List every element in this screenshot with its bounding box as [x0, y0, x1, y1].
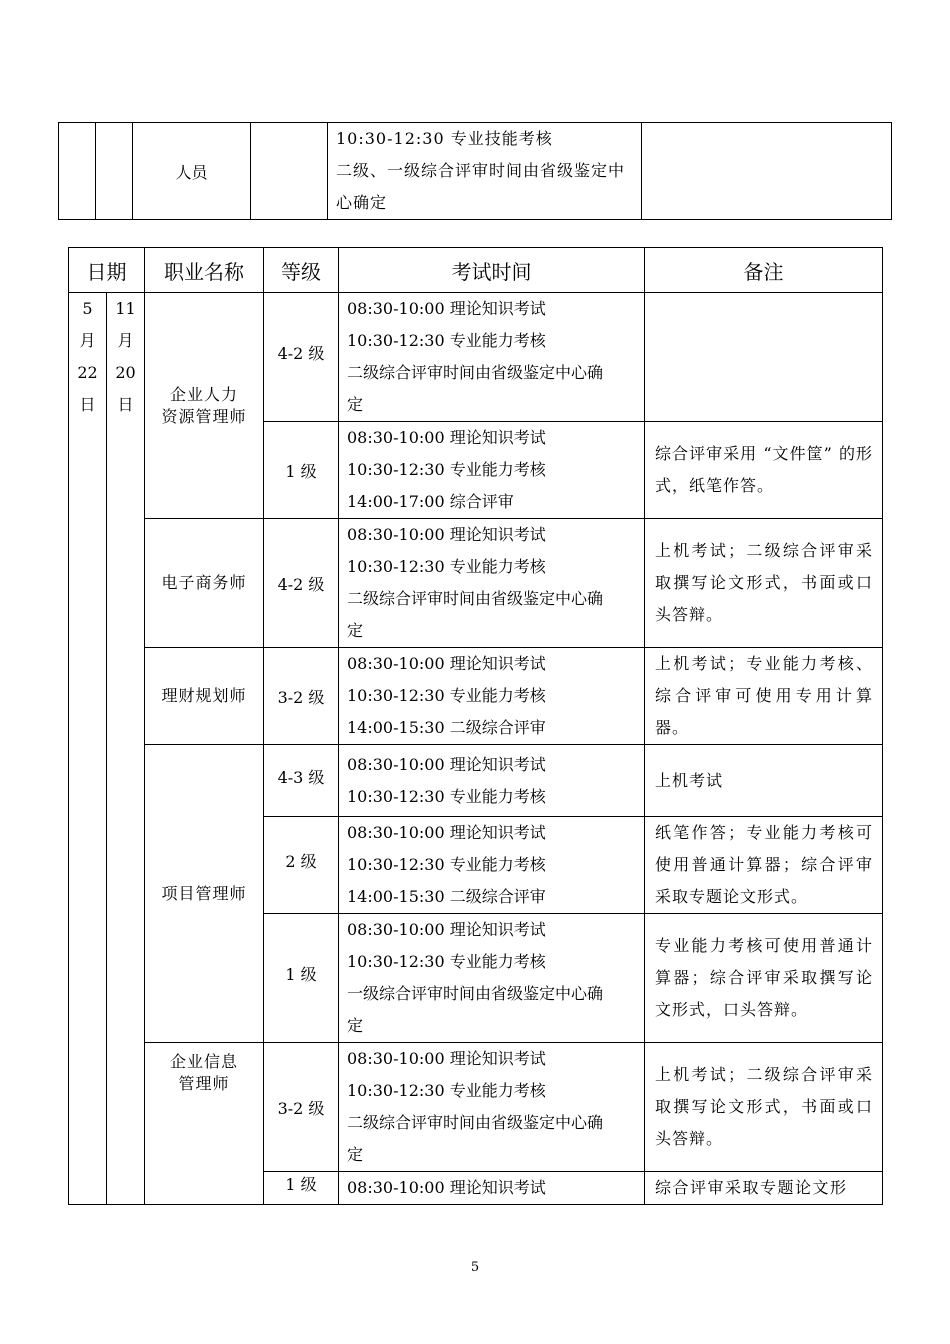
- level-cell: 1 级: [264, 914, 339, 1043]
- note-cell: [642, 123, 892, 220]
- job-name-info: 企业信息 管理师: [145, 1043, 264, 1205]
- level-cell: 2 级: [264, 817, 339, 914]
- table-row: [69, 745, 883, 817]
- job-name-project: 项目管理师: [145, 745, 264, 1043]
- exam-time-cell: 10:30-12:30 专业技能考核 二级、一级综合评审时间由省级鉴定中 心确定: [328, 123, 642, 220]
- table-header-row: [69, 248, 883, 293]
- level-cell: [251, 123, 328, 220]
- level-cell: 1 级: [264, 422, 339, 519]
- level-cell: 4-2 级: [264, 293, 339, 422]
- exam-time-cell: 08:30-10:00 理论知识考试 10:30-12:30 专业能力考核 一级综合评审时间由省级鉴定中心确 定: [339, 914, 645, 1043]
- job-name-cell: 人员: [133, 123, 251, 220]
- level-cell: 3-2 级: [264, 648, 339, 745]
- date-cell: [96, 123, 133, 220]
- job-name-hr: 企业人力 资源管理师: [145, 293, 264, 519]
- table-row: [69, 519, 883, 648]
- table-row: [69, 293, 883, 422]
- note-cell: 纸笔作答；专业能力考核可使用普通计算器；综合评审采取专题论文形式。: [645, 817, 883, 914]
- level-cell: 4-3 级: [264, 745, 339, 817]
- date-second: 11 月 20 日: [107, 293, 145, 1205]
- header-job-name: 职业名称: [145, 248, 264, 293]
- table-row: [69, 1043, 883, 1172]
- job-name-ecommerce: 电子商务师: [145, 519, 264, 648]
- exam-time-cell: 08:30-10:00 理论知识考试 10:30-12:30 专业能力考核 二级综合评审时间由省级鉴定中心确 定: [339, 1043, 645, 1172]
- table-row: [69, 648, 883, 745]
- exam-time-cell: 08:30-10:00 理论知识考试 10:30-12:30 专业能力考核 14:00-17:00 综合评审: [339, 422, 645, 519]
- continuation-table: [58, 122, 892, 220]
- note-cell: 上机考试: [645, 745, 883, 817]
- note-cell: 综合评审采用 “文件筐” 的形式，纸笔作答。: [645, 422, 883, 519]
- exam-time-cell: 08:30-10:00 理论知识考试 10:30-12:30 专业能力考核 二级综合评审时间由省级鉴定中心确 定: [339, 519, 645, 648]
- exam-time-cell: 08:30-10:00 理论知识考试 10:30-12:30 专业能力考核: [339, 745, 645, 817]
- note-cell: 上机考试；二级综合评审采取撰写论文形式，书面或口头答辩。: [645, 1043, 883, 1172]
- header-exam-time: 考试时间: [339, 248, 645, 293]
- header-level: 等级: [264, 248, 339, 293]
- page-number: 5: [470, 1260, 480, 1275]
- note-cell: 上机考试；二级综合评审采取撰写论文形式，书面或口头答辩。: [645, 519, 883, 648]
- level-cell: 3-2 级: [264, 1043, 339, 1172]
- header-note: 备注: [645, 248, 883, 293]
- note-cell: 上机考试；专业能力考核、综合评审可使用专用计算器。: [645, 648, 883, 745]
- header-date: 日期: [69, 248, 145, 293]
- note-cell: [645, 293, 883, 422]
- note-cell: 专业能力考核可使用普通计算器；综合评审采取撰写论文形式，口头答辩。: [645, 914, 883, 1043]
- table-row: [59, 123, 892, 220]
- note-cell: 综合评审采取专题论文形: [645, 1172, 883, 1205]
- exam-time-cell: 08:30-10:00 理论知识考试 10:30-12:30 专业能力考核 14:00-15:30 二级综合评审: [339, 648, 645, 745]
- exam-time-cell: 08:30-10:00 理论知识考试 10:30-12:30 专业能力考核 二级综合评审时间由省级鉴定中心确 定: [339, 293, 645, 422]
- level-cell: 4-2 级: [264, 519, 339, 648]
- exam-schedule-table: [68, 247, 883, 1205]
- exam-time-cell: 08:30-10:00 理论知识考试 10:30-12:30 专业能力考核 14:00-15:30 二级综合评审: [339, 817, 645, 914]
- date-first: 5 月 22 日: [69, 293, 107, 1205]
- job-name-financial: 理财规划师: [145, 648, 264, 745]
- exam-time-cell: 08:30-10:00 理论知识考试: [339, 1172, 645, 1205]
- date-cell: [59, 123, 96, 220]
- level-cell: 1 级: [264, 1172, 339, 1205]
